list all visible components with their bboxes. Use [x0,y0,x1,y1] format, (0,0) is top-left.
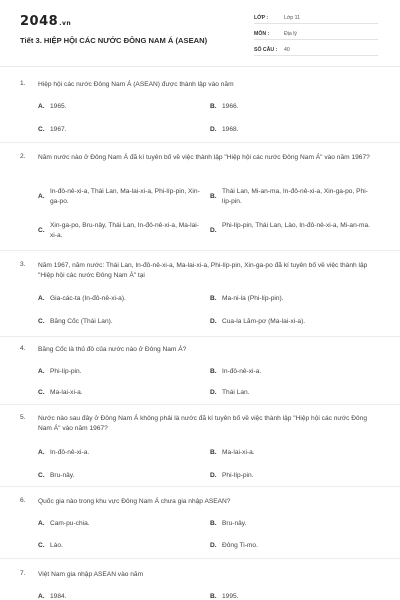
meta-label: LỚP : [254,15,269,21]
meta-label: SỐ CÂU : [254,47,278,53]
question-text: Việt Nam gia nhập ASEAN vào năm [38,571,144,578]
option-text: Cam-pu-chia. [50,520,90,527]
option-text: In-đô-nê-xi-a. [222,368,262,375]
question-divider [0,486,400,487]
option-label: D. [210,542,217,549]
question-divider [0,558,400,559]
question-text: Năm 1967, năm nước: Thái Lan, In-đô-nê-xi-a, Ma-lai-xi-a, Phi-líp-pin, Xin-ga-po đã kí tuyên bố về việc thành lập "Hiệp hội các nước Đông Nam Á" tại [38,262,368,279]
option-label: B. [210,103,217,110]
site-logo[interactable] [20,14,71,29]
option-text: Gia-các-ta (In-đô-nê-xi-a). [50,295,126,302]
question-divider [0,404,400,405]
logo-text: 2048 [20,14,59,29]
option-label: A. [38,520,45,527]
meta-subject [254,26,378,40]
option-text: Bru-nây. [222,520,247,527]
option-label: C. [38,227,45,234]
option-text: Ma-ni-la (Phi-líp-pin). [222,295,284,302]
header-divider [0,66,400,67]
option-label: B. [210,295,217,302]
option-text: Băng Cốc (Thái Lan). [50,318,113,325]
question-text: Băng Cốc là thủ đô của nước nào ở Đông Nam Á? [38,346,187,353]
question-text: Năm nước nào ở Đông Nam Á đã kí tuyên bố về việc thành lập "Hiệp hội các nước Đông Nam Á" vào năm 1967? [38,154,370,161]
option-label: A. [38,103,45,110]
meta-class [254,10,378,24]
question-number: 2. [20,153,26,160]
option-text: 1968. [222,126,239,133]
option-label: A. [38,368,45,375]
option-label: A. [38,449,45,456]
logo-suffix: .vn [59,20,72,27]
option-text: Đông Ti-mo. [222,542,258,549]
question-number: 6. [20,497,26,504]
question-text: Nước nào sau đây ở Đông Nam Á không phải là nước đã kí tuyên bố về việc thành lập "Hiệp hội các nước Đông Nam Á" vào năm 1967? [38,415,368,432]
option-label: B. [210,193,217,200]
option-label: D. [210,389,217,396]
option-label: D. [210,126,217,133]
option-text: Thái Lan. [222,389,250,396]
meta-value: Địa lý [284,31,297,37]
option-text: 1965. [50,103,67,110]
option-label: A. [38,593,45,600]
option-text: 1967. [50,126,67,133]
meta-value: Lớp 11 [284,15,300,21]
option-text: Phi-líp-pin, Thái Lan, Lào, In-đô-nê-xi-a, Mi-an-ma. [222,222,370,229]
option-label: D. [210,472,217,479]
option-text: 1984. [50,593,67,600]
option-text: In-đô-nê-xi-a, Thái Lan, Ma-lai-xi-a, Phi-líp-pin, Xin-ga-po. [50,188,200,205]
question-text: Quốc gia nào trong khu vực Đông Nam Á chưa gia nhập ASEAN? [38,498,231,505]
option-label: A. [38,193,45,200]
option-text: 1966. [222,103,239,110]
option-text: Thái Lan, Mi-an-ma, In-đô-nê-xi-a, Xin-ga-po, Phi-líp-pin. [222,188,368,205]
question-divider [0,336,400,337]
question-divider [0,250,400,251]
meta-count [254,42,378,56]
option-label: C. [38,318,45,325]
question-number: 7. [20,570,26,577]
option-label: D. [210,318,217,325]
meta-label: MÔN : [254,31,270,37]
question-divider [0,142,400,143]
option-text: Xin-ga-po, Bru-nây, Thái Lan, In-đô-nê-xi-a, Ma-lai-xi-a. [50,222,199,239]
option-text: Cua-la Lăm-pơ (Ma-lai-xi-a). [222,318,306,325]
page-header [0,0,400,66]
option-text: Phi-líp-pin. [50,368,82,375]
question-text: Hiệp hội các nước Đông Nam Á (ASEAN) được thành lập vào năm [38,81,234,88]
question-number: 5. [20,414,26,421]
option-text: Bru-nây. [50,472,75,479]
option-text: Lào. [50,542,63,549]
option-label: C. [38,389,45,396]
option-text: In-đô-nê-xi-a. [50,449,90,456]
option-label: D. [210,227,217,234]
option-label: C. [38,542,45,549]
page-title: Tiết 3. HIỆP HỘI CÁC NƯỚC ĐÔNG NAM Á (ASEAN) [20,36,208,45]
option-text: Phi-líp-pin. [222,472,254,479]
question-number: 1. [20,80,26,87]
option-text: Ma-lai-xi-a. [222,449,255,456]
option-label: B. [210,520,217,527]
option-text: Ma-lai-xi-a. [50,389,83,396]
question-number: 4. [20,345,26,352]
option-label: C. [38,472,45,479]
option-label: B. [210,368,217,375]
option-text: 1995. [222,593,239,600]
option-label: C. [38,126,45,133]
option-label: A. [38,295,45,302]
option-label: B. [210,449,217,456]
option-label: B. [210,593,217,600]
meta-value: 40 [284,47,290,53]
question-number: 3. [20,261,26,268]
